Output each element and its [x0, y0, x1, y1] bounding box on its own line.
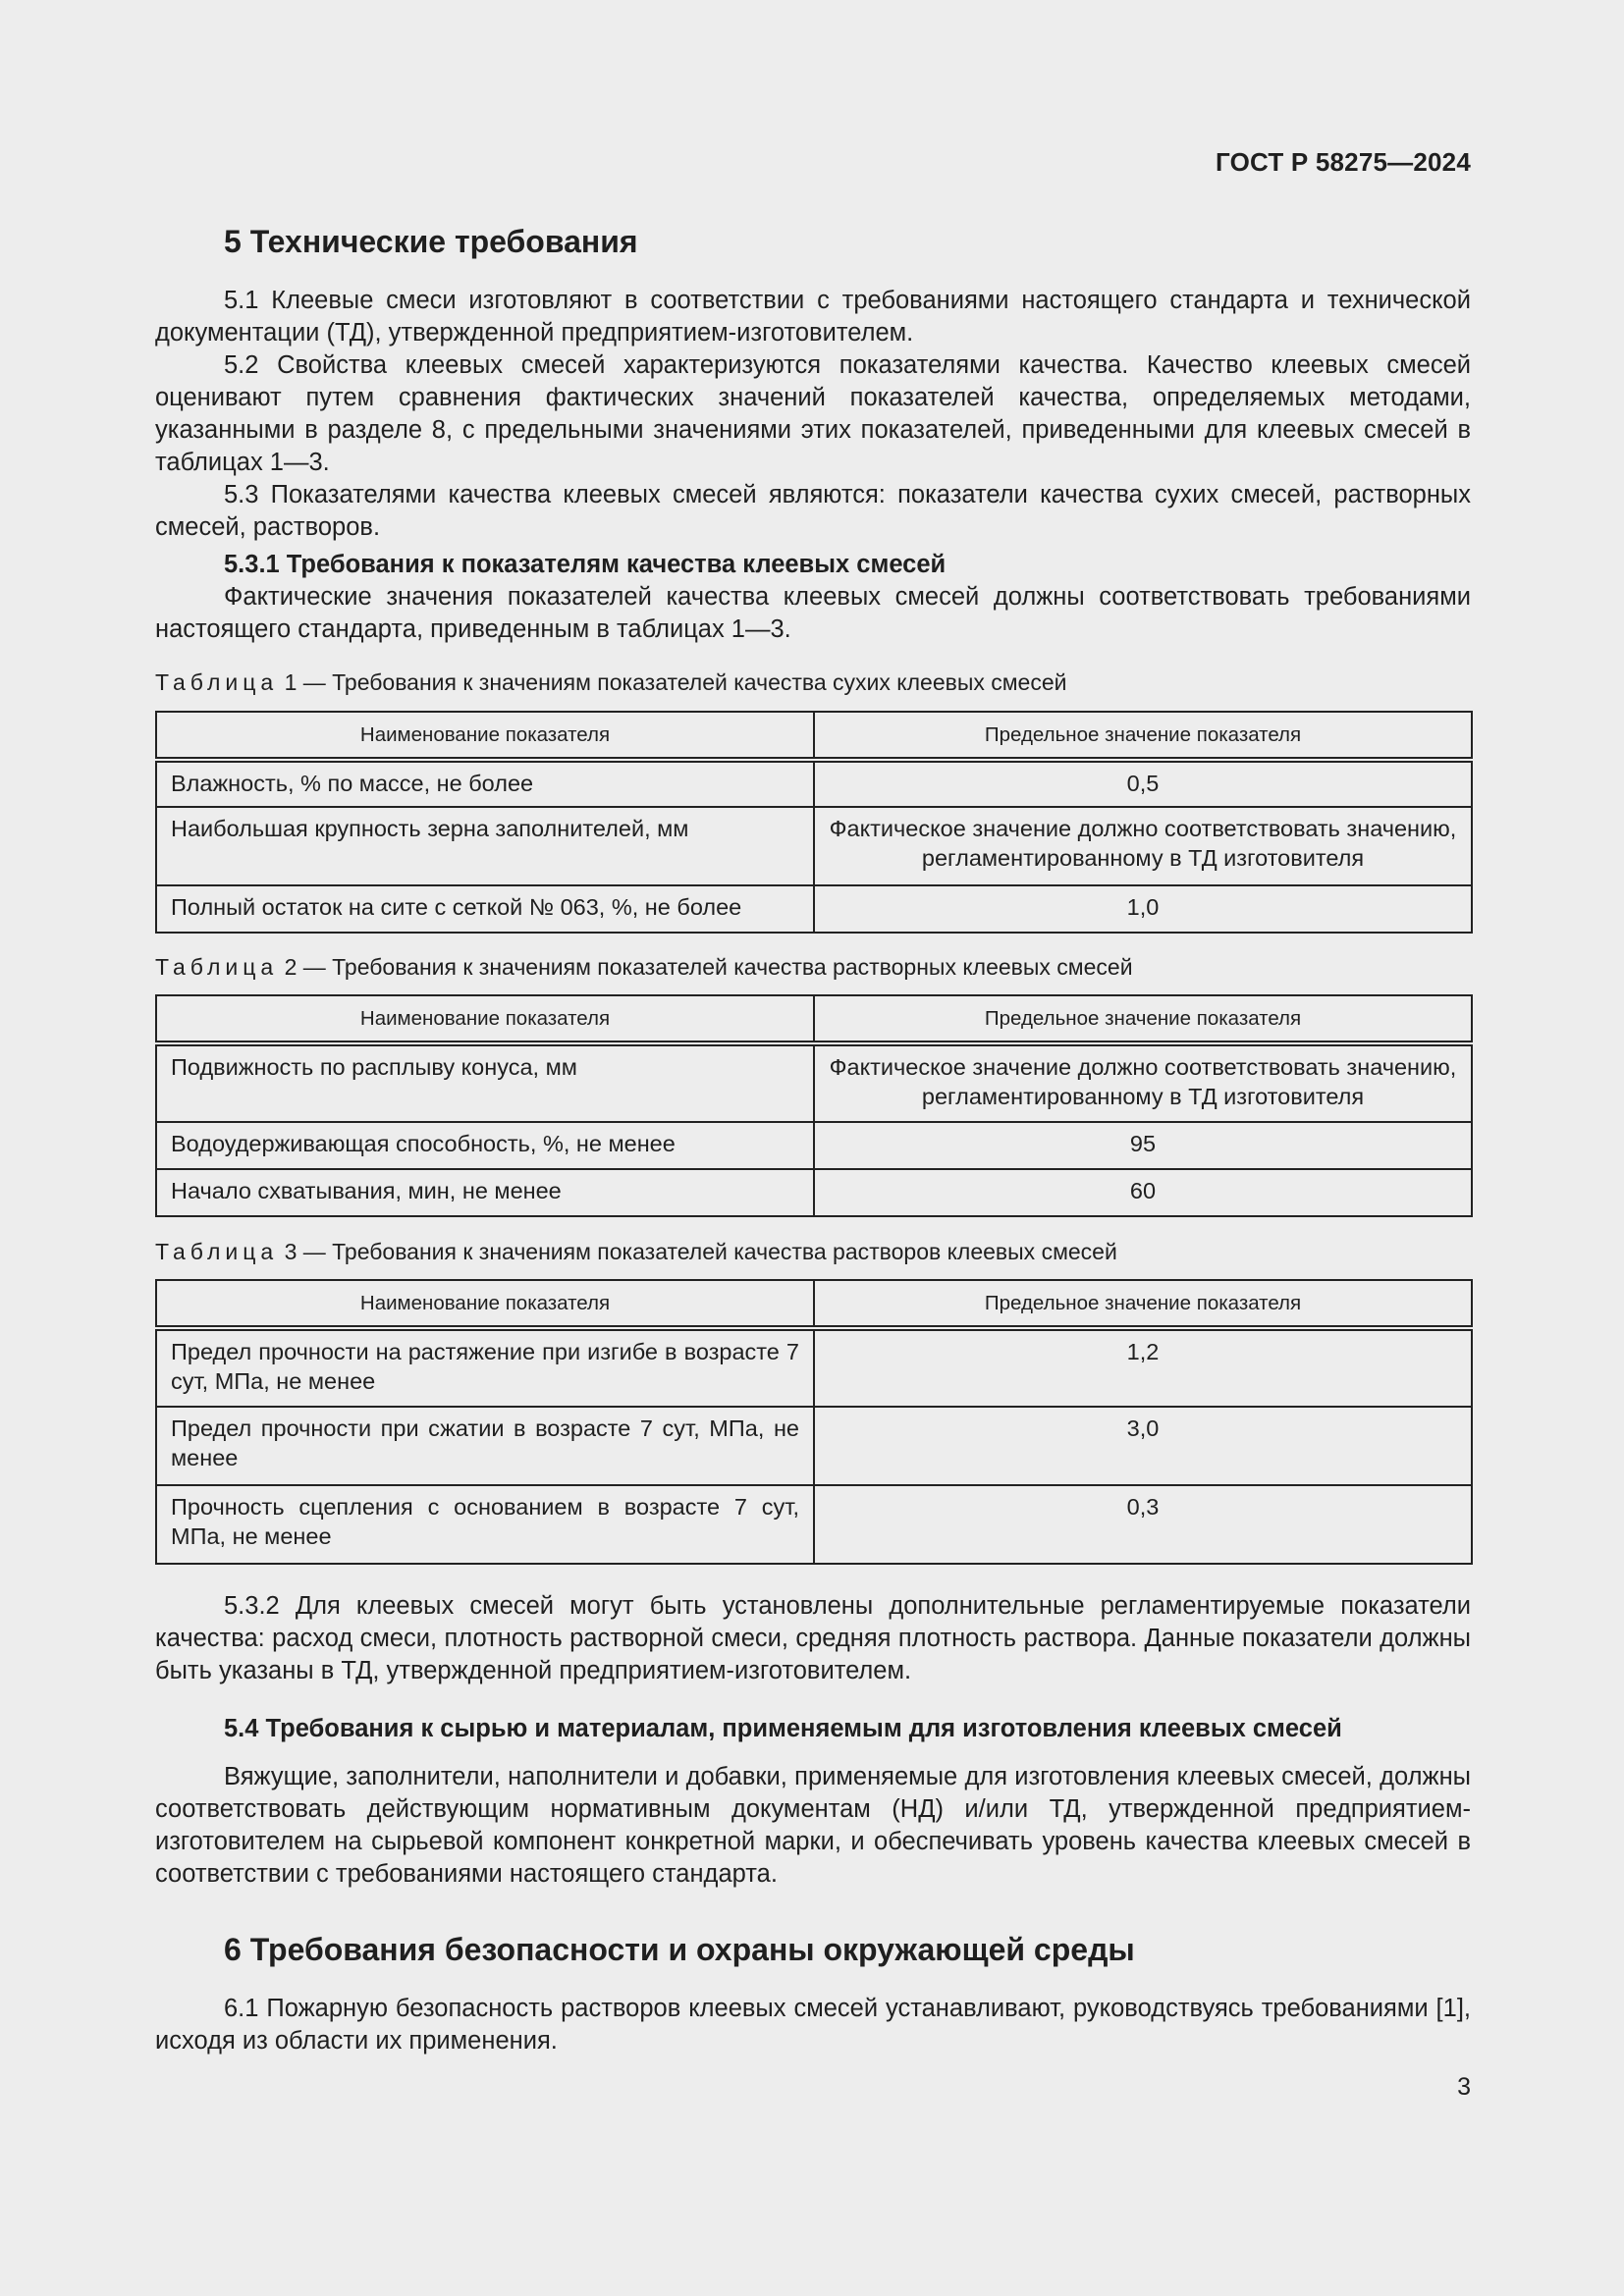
row-value: Фактическое значение должно соответствовать значению, регламентированному в ТД изготовителя	[814, 1043, 1472, 1122]
table-3-caption-text: 3 — Требования к значениям показателей качества растворов клеевых смесей	[278, 1239, 1117, 1264]
table-2-caption-word: Таблица	[155, 954, 279, 980]
table-2-caption	[155, 952, 1133, 982]
column-header-value: Предельное значение показателя	[814, 712, 1472, 760]
table-header-row	[156, 1280, 1472, 1328]
table-1	[155, 711, 1473, 934]
table-row	[156, 1122, 1472, 1169]
paragraph-6-1: 6.1 Пожарную безопасность растворов клеевых смесей устанавливают, руководствуясь требованиями [1], исходя из области их применения.	[155, 1995, 1471, 2055]
row-value: 1,2	[814, 1328, 1472, 1407]
document-id: ГОСТ Р 58275—2024	[1216, 147, 1471, 177]
column-header-value: Предельное значение показателя	[814, 1280, 1472, 1328]
column-header-name: Наименование показателя	[156, 995, 814, 1043]
subsection-5-3-1-title: 5.3.1 Требования к показателям качества клеевых смесей	[224, 551, 947, 578]
table-2	[155, 994, 1473, 1217]
row-name: Начало схватывания, мин, не менее	[156, 1169, 814, 1216]
row-name: Водоудерживающая способность, %, не менее	[156, 1122, 814, 1169]
row-value: 0,3	[814, 1485, 1472, 1564]
table-1-caption	[155, 667, 1067, 697]
subsection-5-4-title: 5.4 Требования к сырью и материалам, применяемым для изготовления клеевых смесей	[224, 1715, 1342, 1742]
table-header-row	[156, 995, 1472, 1043]
table-row	[156, 1485, 1472, 1564]
section-6-title: 6 Требования безопасности и охраны окружающей среды	[224, 1932, 1135, 1967]
column-header-name: Наименование показателя	[156, 1280, 814, 1328]
section-5-title: 5 Технические требования	[224, 224, 638, 259]
column-header-value: Предельное значение показателя	[814, 995, 1472, 1043]
table-row	[156, 1407, 1472, 1485]
row-value: 0,5	[814, 760, 1472, 807]
table-row	[156, 760, 1472, 807]
table-row	[156, 1043, 1472, 1122]
row-value: 95	[814, 1122, 1472, 1169]
paragraph-5-3: 5.3 Показателями качества клеевых смесей являются: показатели качества сухих смесей, растворных смесей, растворов.	[155, 481, 1471, 541]
row-name: Полный остаток на сите с сеткой № 063, %, не более	[156, 885, 814, 933]
table-3-caption	[155, 1237, 1117, 1266]
row-value: 60	[814, 1169, 1472, 1216]
row-value: 1,0	[814, 885, 1472, 933]
row-name: Влажность, % по массе, не более	[156, 760, 814, 807]
table-3-caption-word: Таблица	[155, 1239, 279, 1264]
paragraph-5-4: Вяжущие, заполнители, наполнители и добавки, применяемые для изготовления клеевых смесей, должны соответствовать действующим нормативным документам (НД) и/или ТД, утвержденной предприятием-изготовителем на сырьевой компонент конкретной марки, и обеспечивать уровень качества клеевых смесей в соответствии с требованиями настоящего стандарта.	[155, 1763, 1471, 1888]
paragraph-5-3-1: Фактические значения показателей качества клеевых смесей должны соответствовать требованиями настоящего стандарта, приведенным в таблицах 1—3.	[155, 583, 1471, 643]
row-name: Наибольшая крупность зерна заполнителей, мм	[156, 807, 814, 885]
table-1-caption-text: 1 — Требования к значениям показателей качества сухих клеевых смесей	[278, 669, 1067, 695]
table-row	[156, 807, 1472, 885]
table-2-caption-text: 2 — Требования к значениям показателей качества растворных клеевых смесей	[278, 954, 1133, 980]
table-row	[156, 1169, 1472, 1216]
table-header-row	[156, 712, 1472, 760]
table-row	[156, 1328, 1472, 1407]
row-value: 3,0	[814, 1407, 1472, 1485]
table-3	[155, 1279, 1473, 1565]
row-value: Фактическое значение должно соответствовать значению, регламентированному в ТД изготовителя	[814, 807, 1472, 885]
row-name: Прочность сцепления с основанием в возрасте 7 сут, МПа, не менее	[156, 1485, 814, 1564]
paragraph-5-2: 5.2 Свойства клеевых смесей характеризуются показателями качества. Качество клеевых смесей оценивают путем сравнения фактических значений показателей качества, определяемых методами, указанными в разделе 8, с предельными значениями этих показателей, приведенными для клеевых смесей в таблицах 1—3.	[155, 351, 1471, 476]
row-name: Предел прочности при сжатии в возрасте 7 сут, МПа, не менее	[156, 1407, 814, 1485]
paragraph-5-3-2: 5.3.2 Для клеевых смесей могут быть установлены дополнительные регламентируемые показатели качества: расход смеси, плотность растворной смеси, средняя плотность раствора. Данные показатели должны быть указаны в ТД, утвержденной предприятием-изготовителем.	[155, 1592, 1471, 1684]
row-name: Подвижность по расплыву конуса, мм	[156, 1043, 814, 1122]
table-1-caption-word: Таблица	[155, 669, 279, 695]
paragraph-5-1: 5.1 Клеевые смеси изготовляют в соответствии с требованиями настоящего стандарта и технической документации (ТД), утвержденной предприятием-изготовителем.	[155, 287, 1471, 347]
column-header-name: Наименование показателя	[156, 712, 814, 760]
row-name: Предел прочности на растяжение при изгибе в возрасте 7 сут, МПа, не менее	[156, 1328, 814, 1407]
table-row	[156, 885, 1472, 933]
page-number: 3	[1457, 2073, 1471, 2101]
